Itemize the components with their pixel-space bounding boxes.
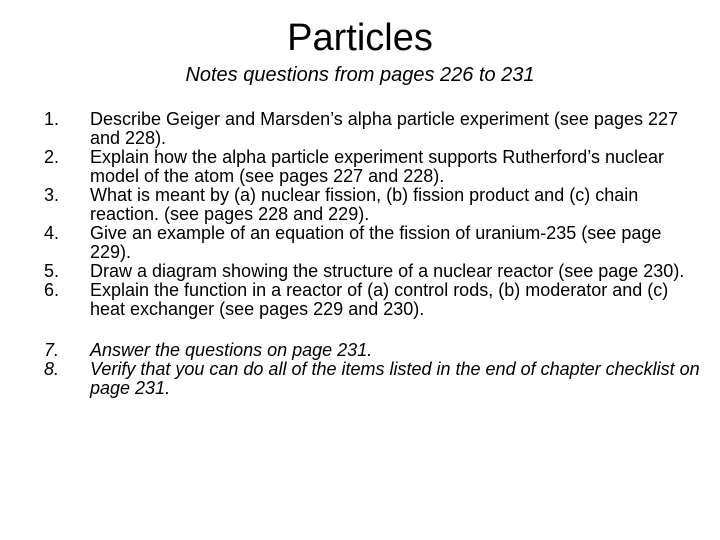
slide-subtitle: Notes questions from pages 226 to 231 [185,64,535,86]
list-item [0,281,720,319]
item-number: 7. [44,340,60,360]
item-text: Answer the questions on page 231. [90,340,373,360]
item-number: 5. [44,261,60,281]
list-item [0,341,720,360]
item-text: Describe Geiger and Marsden’s alpha particle experiment (see pages 227 and 228). [90,109,678,148]
item-text: Draw a diagram showing the structure of a nuclear reactor (see page 230). [90,261,685,281]
list-item [0,360,720,398]
item-number: 6. [44,280,60,300]
item-text: Explain how the alpha particle experiment supports Rutherford’s nuclear model of the atom (see pages 227 and 228). [90,147,664,186]
item-number: 4. [44,223,60,243]
item-number: 1. [44,109,60,129]
list-item [0,110,720,148]
question-list [0,110,720,398]
list-item [0,224,720,262]
item-text: Verify that you can do all of the items listed in the end of chapter checklist on page 231. [90,359,700,398]
list-gap [0,319,720,341]
item-text: What is meant by (a) nuclear fission, (b) fission product and (c) chain reaction. (see pages 228 and 229). [90,185,639,224]
item-text: Give an example of an equation of the fission of uranium-235 (see page 229). [90,223,662,262]
list-item [0,186,720,224]
item-number: 2. [44,147,60,167]
slide-title: Particles [287,17,433,59]
item-number: 8. [44,359,60,379]
list-item [0,148,720,186]
item-text: Explain the function in a reactor of (a) control rods, (b) moderator and (c) heat exchanger (see pages 229 and 230). [90,280,669,319]
item-number: 3. [44,185,60,205]
list-item [0,262,720,281]
